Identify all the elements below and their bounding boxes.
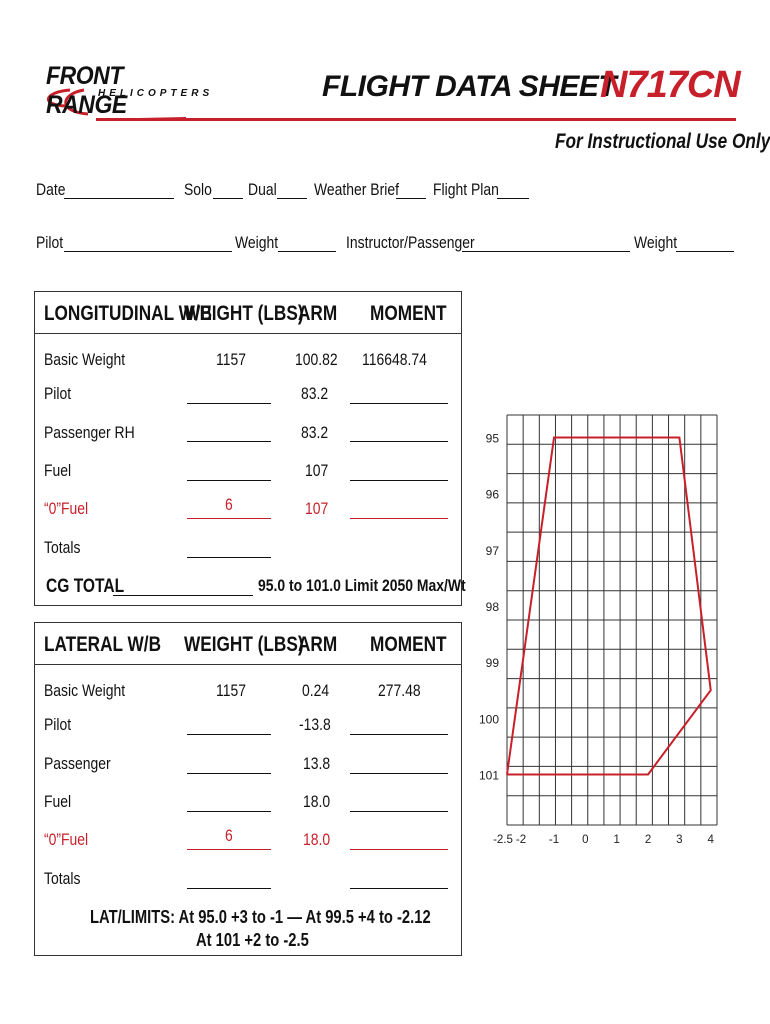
long-row-moment-field[interactable] bbox=[350, 441, 448, 442]
long-row-label: Fuel bbox=[44, 461, 72, 480]
longitudinal-col-label: LONGITUDINAL W/B bbox=[44, 302, 213, 325]
header-rule bbox=[96, 118, 736, 121]
long-row-arm: 100.82 bbox=[295, 350, 338, 369]
date-label: Date bbox=[36, 180, 66, 199]
long-row-weight-field[interactable] bbox=[187, 441, 271, 442]
long-row-weight-field[interactable] bbox=[187, 557, 271, 558]
lat-row-arm: -13.8 bbox=[299, 715, 331, 734]
page-title bbox=[322, 70, 616, 104]
weight2-label: Weight bbox=[634, 233, 678, 252]
long-row-moment: 116648.74 bbox=[362, 350, 427, 369]
lat-row-label: Pilot bbox=[44, 715, 72, 734]
lat-row-weight-field[interactable] bbox=[187, 734, 271, 735]
lat-limits-line2: At 101 +2 to -2.5 bbox=[196, 930, 309, 950]
y-tick-label: 96 bbox=[485, 487, 499, 502]
brand-name: FRONT RANGE bbox=[46, 62, 127, 119]
long-row-weight: 1157 bbox=[216, 350, 246, 369]
weight-label: Weight bbox=[235, 233, 279, 252]
x-tick-label: 1 bbox=[613, 834, 620, 846]
long-row-moment-field[interactable] bbox=[350, 518, 448, 519]
longitudinal-col-arm: ARM bbox=[298, 302, 338, 325]
x-tick-label: -2 bbox=[515, 834, 527, 846]
long-row-label: Totals bbox=[44, 538, 81, 557]
long-row-label: Pilot bbox=[44, 384, 72, 403]
weather-field[interactable] bbox=[396, 198, 426, 199]
lateral-col-arm: ARM bbox=[298, 633, 338, 656]
x-tick-label: -2.5 bbox=[493, 834, 513, 846]
lat-row-label: Passenger bbox=[44, 754, 111, 773]
lat-row-arm: 0.24 bbox=[302, 681, 330, 700]
dual-label: Dual bbox=[248, 180, 277, 199]
cg-total-field[interactable] bbox=[113, 595, 253, 596]
lat-row-weight: 6 bbox=[225, 826, 233, 845]
lat-row-label: Fuel bbox=[44, 792, 72, 811]
lateral-col-moment: MOMENT bbox=[370, 633, 447, 656]
instructor-field[interactable] bbox=[462, 251, 630, 252]
lat-row-weight-field[interactable] bbox=[187, 811, 271, 812]
long-row-weight: 6 bbox=[225, 495, 233, 514]
lat-row-moment-field[interactable] bbox=[350, 888, 448, 889]
lat-limits-line1: LAT/LIMITS: At 95.0 +3 to -1 — At 99.5 +4 to -2.12 bbox=[90, 907, 431, 927]
lateral-box bbox=[34, 622, 462, 956]
lat-row-label: “0”Fuel bbox=[44, 830, 89, 849]
solo-label: Solo bbox=[184, 180, 212, 199]
lat-row-moment: 277.48 bbox=[378, 681, 421, 700]
instructor-label: Instructor/Passenger bbox=[346, 233, 475, 252]
lat-row-weight: 1157 bbox=[216, 681, 246, 700]
subtitle: For Instructional Use Only bbox=[555, 130, 770, 153]
lat-row-arm: 18.0 bbox=[303, 792, 331, 811]
solo-field[interactable] bbox=[213, 198, 243, 199]
x-tick-label: -1 bbox=[548, 834, 560, 846]
long-row-label: Basic Weight bbox=[44, 350, 126, 369]
y-tick-label: 101 bbox=[478, 768, 499, 783]
flight-plan-label: Flight Plan bbox=[433, 180, 499, 199]
long-row-weight-field[interactable] bbox=[187, 518, 271, 519]
y-tick-label: 100 bbox=[478, 712, 499, 727]
lat-row-moment-field[interactable] bbox=[350, 773, 448, 774]
pilot-label: Pilot bbox=[36, 233, 64, 252]
lat-row-label: Basic Weight bbox=[44, 681, 126, 700]
long-row-weight-field[interactable] bbox=[187, 480, 271, 481]
lateral-header-rule bbox=[35, 664, 461, 665]
lat-row-label: Totals bbox=[44, 869, 81, 888]
lat-row-weight-field[interactable] bbox=[187, 773, 271, 774]
cg-envelope-chart bbox=[455, 405, 745, 855]
cg-envelope-line bbox=[507, 437, 711, 774]
weather-label: Weather Brief bbox=[314, 180, 399, 199]
flight-plan-field[interactable] bbox=[497, 198, 529, 199]
y-tick-label: 97 bbox=[485, 543, 499, 558]
lat-row-moment-field[interactable] bbox=[350, 849, 448, 850]
long-row-arm: 83.2 bbox=[301, 384, 329, 403]
longitudinal-header-rule bbox=[35, 333, 461, 334]
brand-sub: HELICOPTERS bbox=[98, 88, 214, 99]
x-tick-label: 4 bbox=[707, 834, 714, 846]
lat-row-weight-field[interactable] bbox=[187, 888, 271, 889]
y-tick-label: 95 bbox=[485, 431, 499, 446]
longitudinal-box bbox=[34, 291, 462, 606]
lateral-col-weight: WEIGHT (LBS) bbox=[184, 633, 304, 656]
y-tick-label: 98 bbox=[485, 599, 499, 614]
long-row-arm: 83.2 bbox=[301, 423, 329, 442]
lat-row-arm: 18.0 bbox=[303, 830, 331, 849]
pilot-field[interactable] bbox=[64, 251, 232, 252]
lat-row-arm: 13.8 bbox=[303, 754, 331, 773]
longitudinal-col-moment: MOMENT bbox=[370, 302, 447, 325]
lat-row-moment-field[interactable] bbox=[350, 811, 448, 812]
long-row-moment-field[interactable] bbox=[350, 403, 448, 404]
x-tick-label: 0 bbox=[582, 834, 589, 846]
lat-row-weight-field[interactable] bbox=[187, 849, 271, 850]
weight-field[interactable] bbox=[278, 251, 336, 252]
date-field[interactable] bbox=[64, 198, 174, 199]
cg-total-label: CG TOTAL bbox=[46, 576, 125, 597]
lateral-col-label: LATERAL W/B bbox=[44, 633, 162, 656]
longitudinal-col-weight: WEIGHT (LBS) bbox=[184, 302, 304, 325]
long-row-arm: 107 bbox=[305, 461, 329, 480]
long-row-label: Passenger RH bbox=[44, 423, 135, 442]
y-tick-label: 99 bbox=[485, 656, 499, 671]
tail-number: N717CN bbox=[600, 64, 740, 106]
dual-field[interactable] bbox=[277, 198, 307, 199]
x-tick-label: 3 bbox=[676, 834, 683, 846]
cg-limit-text: 95.0 to 101.0 Limit 2050 Max/Wt bbox=[258, 576, 466, 595]
long-row-moment-field[interactable] bbox=[350, 480, 448, 481]
long-row-label: “0”Fuel bbox=[44, 499, 89, 518]
long-row-weight-field[interactable] bbox=[187, 403, 271, 404]
title-text: FLIGHT DATA SHEET bbox=[322, 70, 617, 103]
x-tick-label: 2 bbox=[644, 834, 652, 846]
lat-row-moment-field[interactable] bbox=[350, 734, 448, 735]
long-row-arm: 107 bbox=[305, 499, 329, 518]
weight2-field[interactable] bbox=[676, 251, 734, 252]
